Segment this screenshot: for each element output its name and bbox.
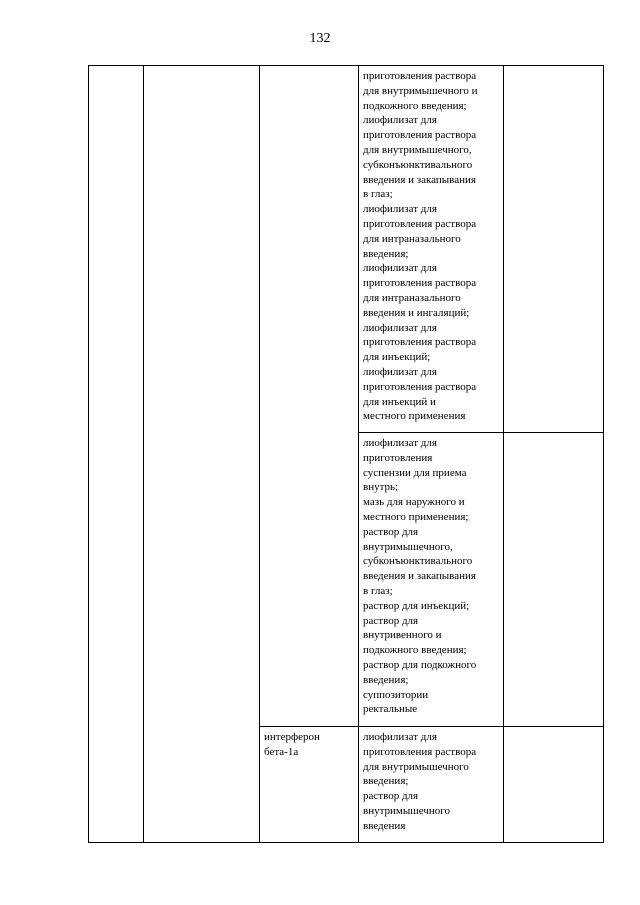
empty-cell xyxy=(504,66,604,433)
drug-name-cell xyxy=(260,727,359,843)
dosage-forms-cell xyxy=(359,727,504,843)
dosage-forms-text: приготовления раствора для внутримышечного и подкожного введения; лиофилизат для приготовления раствора для внутримышечного, субконъюнктивального введения и закапывания в глаз; лиофилизат для приготовления раствора для интраназального введения; лиофилизат для приготовления раствора для интраназального введения и ингаляций; лиофилизат для приготовления раствора для инъекций; лиофилизат для приготовления раствора для инъекций и местного применения xyxy=(363,70,478,423)
table-row xyxy=(89,66,604,433)
dosage-forms-cell xyxy=(359,433,504,727)
group-cell xyxy=(144,66,260,843)
dosage-forms-cell xyxy=(359,66,504,433)
empty-cell xyxy=(504,727,604,843)
empty-cell xyxy=(504,433,604,727)
drug-name-cell xyxy=(260,66,359,727)
drug-name-text: интерферон бета-1a xyxy=(264,731,320,758)
dosage-forms-text: лиофилизат для приготовления раствора для внутримышечного введения; раствор для внутримышечного введения xyxy=(363,731,477,832)
dosage-forms-text: лиофилизат для приготовления суспензии для приема внутрь; мазь для наружного и местного применения; раствор для внутримышечного, субконъюнктивального введения и закапывания в глаз; раствор для инъекций; раствор для внутривенного и подкожного введения; раствор для подкожного введения; суппозитории ректальные xyxy=(363,437,477,716)
medication-table xyxy=(88,65,604,843)
page-number: 132 xyxy=(309,31,331,46)
code-cell xyxy=(89,66,144,843)
